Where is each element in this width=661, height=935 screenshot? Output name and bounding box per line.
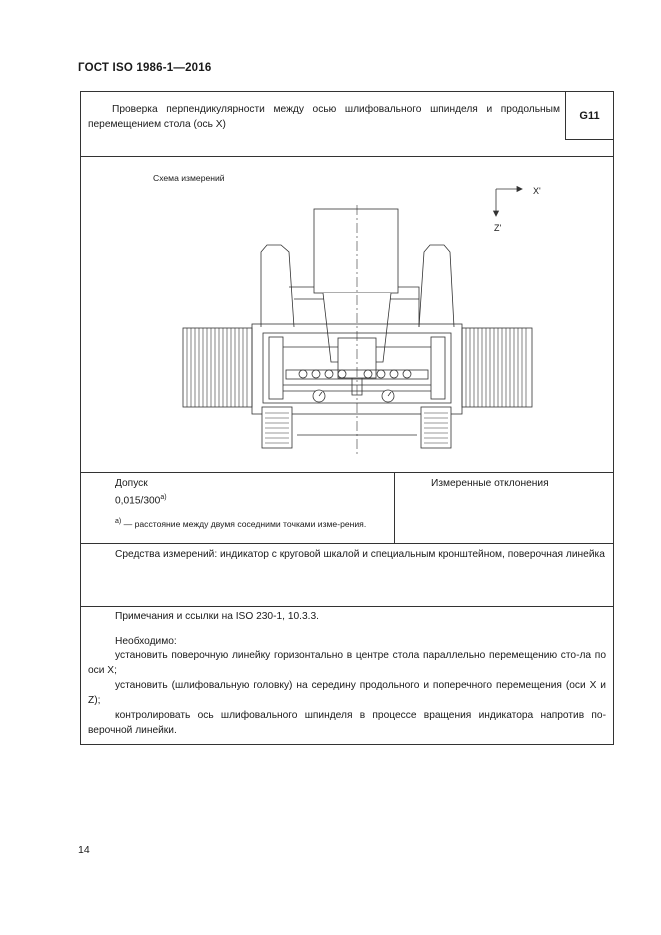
tolerance-footnote — [88, 514, 391, 532]
measurement-diagram — [81, 157, 613, 471]
check-table — [80, 91, 614, 745]
left-bellows — [183, 328, 252, 407]
instruments-text: Средства измерений: индикатор с круговой шкалой и специальным кронштейном, поверочная линейка — [115, 549, 605, 560]
z-axis-arrowhead — [494, 211, 499, 216]
check-title: Проверка перпендикулярности между осью шлифовального шпинделя и продольным перемещением стола (ось X) — [88, 104, 560, 130]
notes-reference: Примечания и ссылки на ISO 230-1, 10.3.3. — [115, 611, 319, 622]
axis-z-label: Z' — [494, 223, 502, 233]
page-number: 14 — [78, 844, 90, 856]
code-cell-border — [565, 139, 613, 140]
notes-required: Необходимо: — [115, 636, 177, 647]
right-column — [419, 245, 454, 327]
check-code: G11 — [579, 109, 600, 122]
tolerance-label: Допуск — [115, 478, 148, 489]
notes-item: установить (шлифовальную головку) на середину продольного и поперечного перемещения (оси X и Z); — [88, 680, 606, 706]
measured-deviations-label: Измеренные отклонения — [431, 478, 549, 489]
diagram-caption: Схема измерений — [153, 173, 225, 183]
tolerance-value-line — [115, 490, 167, 508]
row-divider — [81, 606, 613, 607]
x-axis-arrowhead — [517, 187, 522, 192]
tolerance-value: 0,015/300 — [115, 495, 161, 507]
document-header: ГОСТ ISO 1986-1—2016 — [78, 62, 212, 74]
right-bellows — [462, 328, 532, 407]
left-column — [261, 245, 294, 327]
wheelhead — [314, 209, 398, 293]
footnote-mark: а) — [115, 518, 122, 525]
row-divider — [81, 472, 613, 473]
footnote-text: — расстояние между двумя соседними точками изме-рения. — [123, 518, 367, 529]
tolerance-footnote-mark: а) — [160, 494, 167, 501]
axis-x-label: X' — [533, 186, 541, 196]
notes-item: контролировать ось шлифовального шпинделя в процессе вращения индикатора напротив по-верочной линейки. — [88, 710, 606, 736]
notes-item: установить поверочную линейку горизонтально в центре стола параллельно перемещению сто-ла по оси X; — [88, 650, 606, 676]
row-divider — [81, 543, 613, 544]
column-divider — [394, 472, 395, 543]
